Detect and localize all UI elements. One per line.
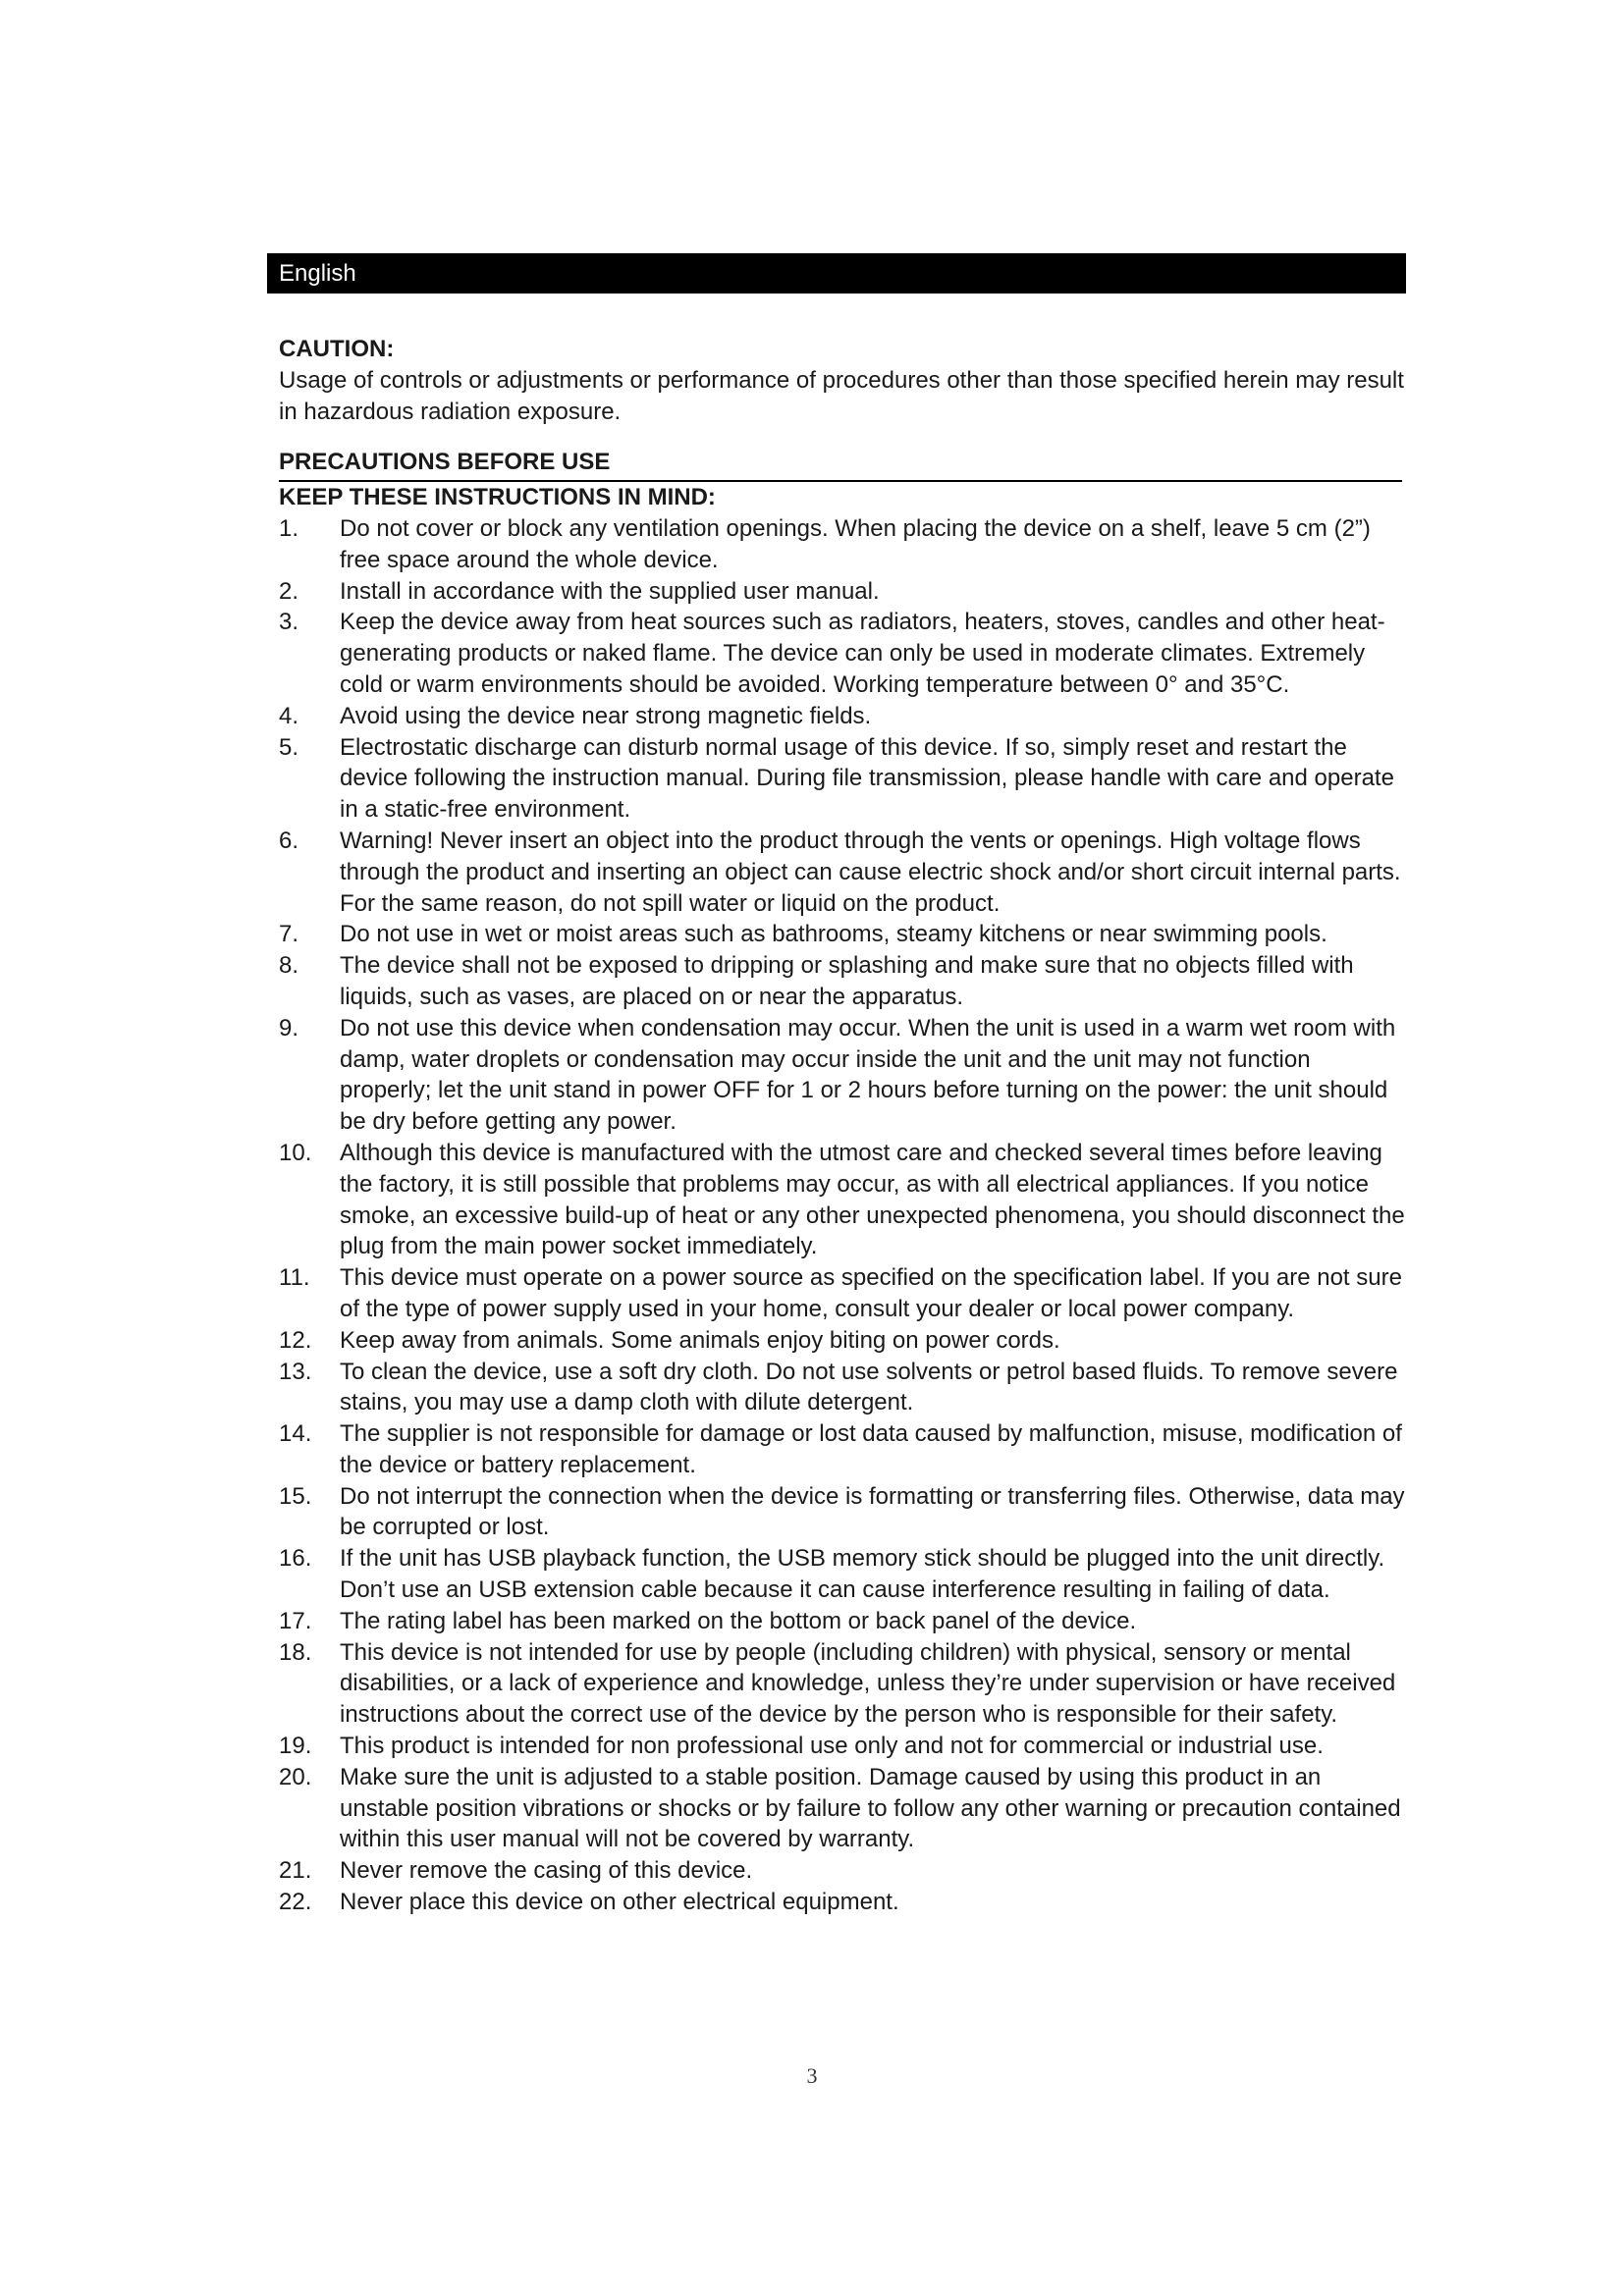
language-header-bar xyxy=(267,253,1406,294)
list-item xyxy=(279,701,1406,732)
list-item xyxy=(279,732,1406,826)
list-item xyxy=(279,607,1406,700)
list-item-number: 12. xyxy=(279,1326,312,1354)
list-item-number: 4. xyxy=(279,702,299,729)
list-item xyxy=(279,1418,1406,1481)
list-item-text: Never remove the casing of this device. xyxy=(340,1857,753,1885)
list-item-number: 21. xyxy=(279,1857,312,1885)
list-item xyxy=(279,1762,1406,1855)
list-item-text: This device is not intended for use by people (including children) with physical, sensory or mental disabilities, or a lack of experience and knowledge, unless they’re under supervision or have received instructions about the correct use of the device by the person who is responsible for their safety. xyxy=(340,1638,1396,1729)
list-item xyxy=(279,1262,1406,1325)
list-item xyxy=(279,1637,1406,1731)
list-item-number: 5. xyxy=(279,733,299,761)
list-item-number: 13. xyxy=(279,1358,312,1385)
list-item xyxy=(279,1325,1406,1357)
list-item xyxy=(279,1357,1406,1419)
precautions-subtitle: KEEP THESE INSTRUCTIONS IN MIND: xyxy=(279,484,716,511)
list-item-number: 9. xyxy=(279,1014,299,1041)
list-item xyxy=(279,1731,1406,1762)
list-item-text: Do not interrupt the connection when the device is formatting or transferring files. Otherwise, data may be corrupted or lost. xyxy=(340,1482,1405,1541)
list-item-text: The supplier is not responsible for damage or lost data caused by malfunction, misuse, modification of the device or battery replacement. xyxy=(340,1420,1402,1478)
list-item-text: This product is intended for non professional use only and not for commercial or industrial use. xyxy=(340,1733,1324,1760)
list-item-text: To clean the device, use a soft dry cloth. Do not use solvents or petrol based fluids. To remove severe stains, you may use a damp cloth with dilute detergent. xyxy=(340,1358,1398,1416)
list-item-number: 16. xyxy=(279,1545,312,1573)
list-item xyxy=(279,1606,1406,1637)
list-item-text: If the unit has USB playback function, the USB memory stick should be plugged into the unit directly. Don’t use an USB extension cable because it can cause interference resulting in failing of data. xyxy=(340,1545,1385,1604)
list-item-number: 19. xyxy=(279,1733,312,1760)
list-item-number: 2. xyxy=(279,577,299,605)
caution-section xyxy=(279,334,1406,427)
list-item-text: Make sure the unit is adjusted to a stable position. Damage caused by using this product in an unstable position vibrations or shocks or by failure to follow any other warning or precaution contained within this user manual will not be covered by warranty. xyxy=(340,1763,1401,1853)
list-item-number: 10. xyxy=(279,1139,312,1166)
list-item xyxy=(279,919,1406,950)
list-item-number: 18. xyxy=(279,1638,312,1666)
caution-title: CAUTION: xyxy=(279,336,395,362)
list-item-text: Do not use this device when condensation may occur. When the unit is used in a warm wet room with damp, water droplets or condensation may occur inside the unit and the unit may not function properly; let the unit stand in power OFF for 1 or 2 hours before turning on the power: the unit should be dry before getting any power. xyxy=(340,1014,1396,1136)
caution-text: Usage of controls or adjustments or performance of procedures other than those specified herein may result in hazardous radiation exposure. xyxy=(279,366,1404,425)
list-item xyxy=(279,1543,1406,1606)
list-item-text: The rating label has been marked on the bottom or back panel of the device. xyxy=(340,1607,1137,1634)
list-item-text: Electrostatic discharge can disturb normal usage of this device. If so, simply reset and restart the device following the instruction manual. During file transmission, please handle with care and operate in a static-free environment. xyxy=(340,733,1394,824)
list-item xyxy=(279,1013,1406,1138)
list-item-number: 1. xyxy=(279,514,299,542)
list-item-number: 7. xyxy=(279,921,299,948)
list-item-text: Never place this device on other electrical equipment. xyxy=(340,1889,899,1916)
document-body xyxy=(279,334,1406,1918)
list-item-number: 15. xyxy=(279,1482,312,1510)
list-item-number: 6. xyxy=(279,827,299,854)
list-item xyxy=(279,826,1406,919)
list-item xyxy=(279,576,1406,608)
list-item-text: Keep away from animals. Some animals enjoy biting on power cords. xyxy=(340,1326,1060,1354)
list-item xyxy=(279,1138,1406,1262)
list-item xyxy=(279,513,1406,576)
precautions-list xyxy=(279,513,1406,1918)
list-item xyxy=(279,1481,1406,1544)
list-item-number: 20. xyxy=(279,1763,312,1790)
list-item-text: Avoid using the device near strong magnetic fields. xyxy=(340,702,872,729)
list-item-number: 22. xyxy=(279,1889,312,1916)
list-item xyxy=(279,950,1406,1013)
list-item-number: 14. xyxy=(279,1420,312,1448)
list-item-number: 8. xyxy=(279,952,299,980)
list-item-text: Do not cover or block any ventilation openings. When placing the device on a shelf, leave 5 cm (2”) free space around the whole device. xyxy=(340,514,1371,573)
list-item-text: Although this device is manufactured with the utmost care and checked several times before leaving the factory, it is still possible that problems may occur, as with all electrical appliances. If you notice smoke, an excessive build-up of heat or any other unexpected phenomena, you should disconnect the plug from the main power socket immediately. xyxy=(340,1139,1405,1260)
page-number: 3 xyxy=(806,2063,818,2088)
list-item-text: Warning! Never insert an object into the product through the vents or openings. High voltage flows through the product and inserting an object can cause electric shock and/or short circuit internal parts. For the same reason, do not spill water or liquid on the product. xyxy=(340,827,1401,917)
precautions-title: PRECAUTIONS BEFORE USE xyxy=(279,447,1402,482)
list-item-number: 3. xyxy=(279,609,299,636)
list-item-text: The device shall not be exposed to dripping or splashing and make sure that no objects filled with liquids, such as vases, are placed on or near the apparatus. xyxy=(340,952,1354,1010)
list-item xyxy=(279,1887,1406,1918)
list-item-text: This device must operate on a power source as specified on the specification label. If you are not sure of the type of power supply used in your home, consult your dealer or local power company. xyxy=(340,1264,1402,1322)
list-item-text: Do not use in wet or moist areas such as bathrooms, steamy kitchens or near swimming pools. xyxy=(340,921,1327,948)
list-item-text: Install in accordance with the supplied user manual. xyxy=(340,577,880,605)
list-item-number: 17. xyxy=(279,1607,312,1634)
list-item xyxy=(279,1855,1406,1887)
list-item-text: Keep the device away from heat sources such as radiators, heaters, stoves, candles and other heat-generating products or naked flame. The device can only be used in moderate climates. Extremely cold or warm environments should be avoided. Working temperature between 0° and 35°C. xyxy=(340,609,1385,698)
language-label: English xyxy=(279,260,356,287)
precautions-section xyxy=(279,447,1406,1917)
list-item-number: 11. xyxy=(279,1264,310,1292)
